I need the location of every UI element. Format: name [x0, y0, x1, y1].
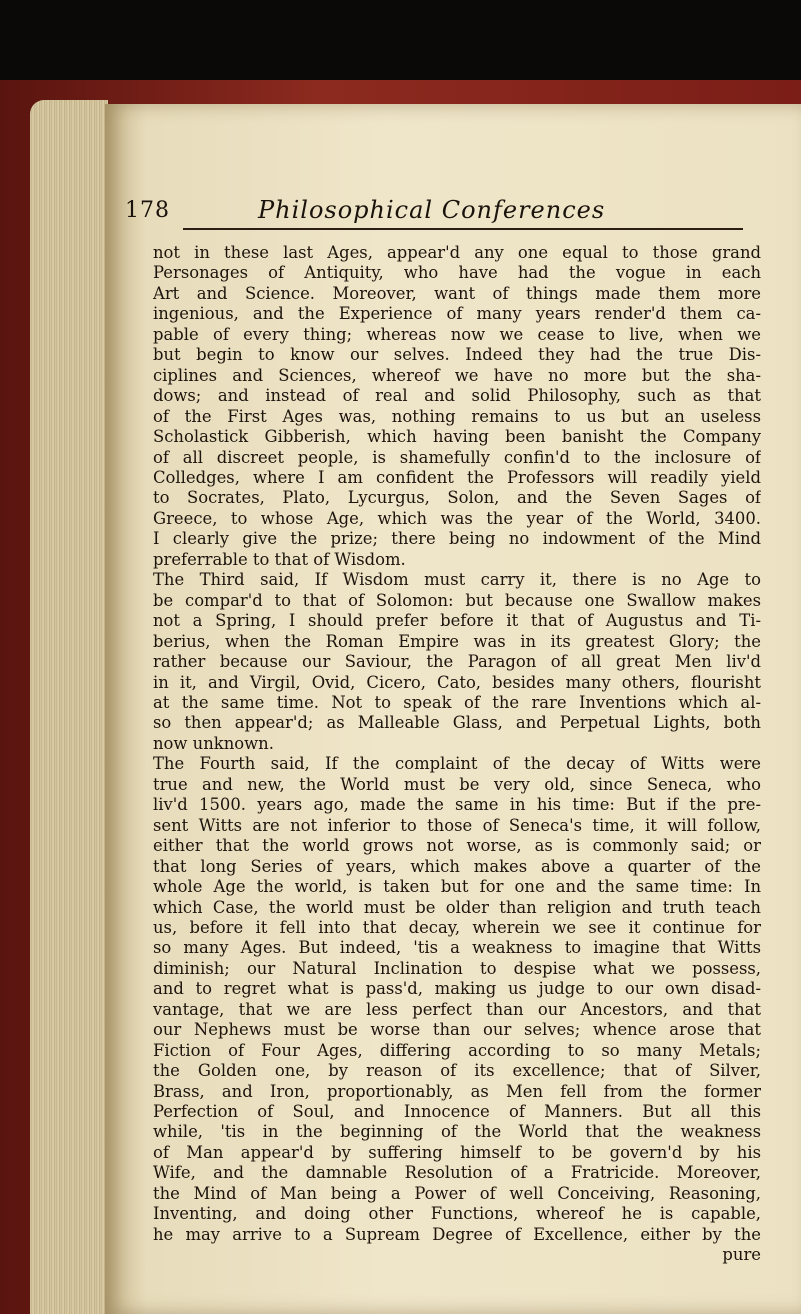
- text-line: diminish; our Natural Inclination to despise what we possess,: [153, 958, 761, 978]
- text-line: and to regret what is pass'd, making us judge to our own disad-: [153, 979, 761, 999]
- text-line: of the First Ages was, nothing remains to us but an useless: [153, 406, 761, 426]
- text-line: in it, and Virgil, Ovid, Cicero, Cato, besides many others, flourisht: [153, 672, 761, 692]
- text-line: so many Ages. But indeed, 'tis a weakness to imagine that Witts: [153, 938, 761, 958]
- text-line: to Socrates, Plato, Lycurgus, Solon, and the Seven Sages of: [153, 488, 761, 508]
- text-line: The Fourth said, If the complaint of the decay of Witts were: [153, 754, 761, 774]
- text-line: dows; and instead of real and solid Philosophy, such as that: [153, 386, 761, 406]
- text-line: The Third said, If Wisdom must carry it, there is no Age to: [153, 570, 761, 590]
- text-line: berius, when the Roman Empire was in its greatest Glory; the: [153, 631, 761, 651]
- text-line: now unknown.: [153, 733, 274, 753]
- text-line: of Man appear'd by suffering himself to be govern'd by his: [153, 1142, 761, 1162]
- text-line: Inventing, and doing other Functions, whereof he is capable,: [153, 1204, 761, 1224]
- text-line: Colledges, where I am confident the Professors will readily yield: [153, 467, 761, 487]
- text-line: he may arrive to a Supream Degree of Excellence, either by the: [153, 1224, 761, 1244]
- text-line: whole Age the world, is taken but for one and the same time: In: [153, 877, 761, 897]
- text-line: which Case, the world must be older than religion and truth teach: [153, 897, 761, 917]
- page-number: 178: [125, 198, 170, 223]
- text-line: Greece, to whose Age, which was the year of the World, 3400.: [153, 508, 761, 528]
- text-line: Scholastick Gibberish, which having been banisht the Company: [153, 427, 761, 447]
- text-line: that long Series of years, which makes above a quarter of the: [153, 856, 761, 876]
- text-line: preferrable to that of Wisdom.: [153, 549, 406, 569]
- text-line: our Nephews must be worse than our selves; whence arose that: [153, 1020, 761, 1040]
- text-line: ciplines and Sciences, whereof we have no more but the sha-: [153, 365, 761, 385]
- text-line: be compar'd to that of Solomon: but because one Swallow makes: [153, 590, 761, 610]
- text-line: pable of every thing; whereas now we cease to live, when we: [153, 324, 761, 344]
- text-line: I clearly give the prize; there being no indowment of the Mind: [153, 529, 761, 549]
- running-title: Philosophical Conferences: [258, 196, 606, 224]
- text-line: Fiction of Four Ages, differing according to so many Metals;: [153, 1040, 761, 1060]
- text-line: at the same time. Not to speak of the rare Inventions which al-: [153, 692, 761, 712]
- text-line: Wife, and the damnable Resolution of a Fratricide. Moreover,: [153, 1163, 761, 1183]
- text-line: rather because our Saviour, the Paragon of all great Men liv'd: [153, 652, 761, 672]
- text-line: Brass, and Iron, proportionably, as Men fell from the former: [153, 1081, 761, 1101]
- text-line: so then appear'd; as Malleable Glass, and Perpetual Lights, both: [153, 713, 761, 733]
- text-line: us, before it fell into that decay, wherein we see it continue for: [153, 917, 761, 937]
- text-line: but begin to know our selves. Indeed they had the true Dis-: [153, 345, 761, 365]
- text-line: not in these last Ages, appear'd any one equal to those grand: [153, 243, 761, 262]
- text-line: either that the world grows not worse, as is commonly said; or: [153, 836, 761, 856]
- text-line: Perfection of Soul, and Innocence of Manners. But all this: [153, 1102, 761, 1122]
- text-line: of all discreet people, is shamefully confin'd to the inclosure of: [153, 447, 761, 467]
- text-line: sent Witts are not inferior to those of Seneca's time, it will follow,: [153, 815, 761, 835]
- text-line: true and new, the World must be very old, since Seneca, who: [153, 774, 761, 794]
- text-line: vantage, that we are less perfect than our Ancestors, and that: [153, 999, 761, 1019]
- header-rule: [183, 228, 743, 230]
- page-header: [123, 198, 763, 238]
- text-line: ingenious, and the Experience of many years render'd them ca-: [153, 304, 761, 324]
- text-line: Personages of Antiquity, who have had the vogue in each: [153, 263, 761, 283]
- text-line: the Golden one, by reason of its excellence; that of Silver,: [153, 1061, 761, 1081]
- body-text: [153, 243, 761, 1266]
- catchword: pure: [722, 1245, 761, 1265]
- text-line: Art and Science. Moreover, want of things made them more: [153, 283, 761, 303]
- page-edges: [30, 100, 108, 1314]
- text-line: not a Spring, I should prefer before it that of Augustus and Ti-: [153, 611, 761, 631]
- text-line: liv'd 1500. years ago, made the same in his time: But if the pre-: [153, 795, 761, 815]
- text-line: while, 'tis in the beginning of the World that the weakness: [153, 1122, 761, 1142]
- text-line: the Mind of Man being a Power of well Conceiving, Reasoning,: [153, 1183, 761, 1203]
